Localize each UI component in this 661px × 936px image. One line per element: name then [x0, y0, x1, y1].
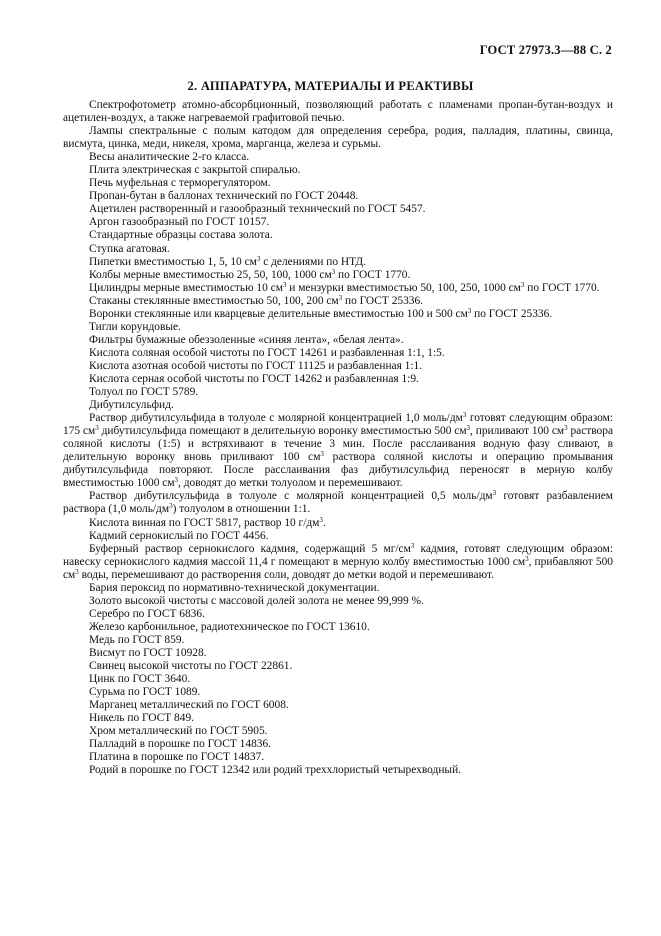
paragraph — [63, 321, 613, 334]
paragraph-text: Висмут по ГОСТ 10928. — [89, 646, 207, 659]
paragraph-text: Спектрофотометр атомно-абсорбционный, позволяющий работать с пламенами пропан-бутан-воздух и ацетилен-воздух, а также нагреваемой графитовой печью. — [63, 99, 613, 125]
paragraph-text: Толуол по ГОСТ 5789. — [89, 386, 199, 399]
unit-superscript: 3 — [95, 424, 99, 433]
paragraph-text: Аргон газообразный по ГОСТ 10157. — [89, 216, 270, 229]
paragraph — [63, 295, 613, 308]
paragraph-text: , доводят до метки толуолом и перемешивают. — [178, 477, 403, 490]
section-title: 2. АППАРАТУРА, МАТЕРИАЛЫ И РЕАКТИВЫ — [187, 79, 474, 93]
paragraph-text: кадмия, готовят следующим образом: навеску сернокислого кадмия массой 11,4 г помещают в мерную колбу вместимостью 1000 см — [63, 542, 613, 568]
unit-superscript: 3 — [174, 476, 179, 485]
paragraph-text: Свинец высокой чистоты по ГОСТ 22861. — [89, 660, 293, 673]
paragraph — [63, 764, 613, 777]
paragraph-text: по ГОСТ 1770. — [335, 268, 411, 281]
paragraph-text: по ГОСТ 1770. — [524, 281, 600, 294]
unit-superscript: 3 — [520, 280, 525, 289]
paragraph — [63, 308, 613, 321]
paragraph-text: Бария пероксид по нормативно-технической документации. — [89, 581, 380, 594]
unit-superscript: 3 — [319, 515, 323, 524]
paragraph — [63, 399, 613, 412]
paragraph-text: воды, перемешивают до растворения соли, доводят до метки водой и перемешивают. — [78, 568, 494, 581]
paragraph-text: Фильтры бумажные обеззоленные «синяя лента», «белая лента». — [89, 333, 404, 346]
page-header: ГОСТ 27973.3—88 С. 2 — [479, 43, 612, 57]
paragraph-text: Печь муфельная с терморегулятором. — [89, 177, 271, 190]
paragraph — [63, 673, 613, 686]
paragraph-text: по ГОСТ 25336. — [471, 307, 553, 320]
paragraph — [63, 373, 613, 386]
paragraph — [63, 738, 613, 751]
paragraph-text: , приливают 100 см — [470, 425, 565, 438]
paragraph — [63, 164, 613, 177]
paragraph-text: Родий в порошке по ГОСТ 12342 или родий треххлористый четырехводный. — [89, 764, 462, 777]
unit-superscript: 3 — [282, 280, 287, 289]
paragraph — [63, 582, 613, 595]
paragraph — [63, 608, 613, 621]
paragraph-text: Пропан-бутан в баллонах технический по ГОСТ 20448. — [89, 190, 359, 203]
paragraph-text: раствора соляной кислоты и операцию промывания дибутилсульфида повторяют. После расслаивания фаз дибутилсульфид переносят в мерную колбу вместимостью 1000 см — [63, 451, 613, 490]
paragraph — [63, 595, 613, 608]
unit-superscript: 3 — [564, 424, 568, 433]
paragraph-text: Палладий в порошке по ГОСТ 14836. — [89, 738, 272, 751]
paragraph-text: Цилиндры мерные вместимостью 10 см — [89, 281, 283, 294]
paragraph-text: ) толуолом в отношении 1:1. — [172, 503, 311, 516]
paragraph-text: Стаканы стеклянные вместимостью 50, 100, 200 см — [89, 294, 339, 307]
unit-superscript: 3 — [338, 293, 343, 302]
paragraph-text: Медь по ГОСТ 859. — [89, 633, 185, 646]
paragraph-text: Кадмий сернокислый по ГОСТ 4456. — [89, 529, 269, 542]
paragraph-text: Раствор дибутилсульфида в толуоле с молярной концентрацией 0,5 моль/дм — [89, 490, 493, 503]
paragraph — [63, 686, 613, 699]
paragraph — [63, 229, 613, 242]
paragraph-text: Кислота соляная особой чистоты по ГОСТ 14261 и разбавленная 1:1, 1:5. — [89, 346, 445, 359]
unit-superscript: 3 — [410, 541, 415, 550]
paragraph — [63, 751, 613, 764]
paragraph — [63, 660, 613, 673]
paragraph — [63, 243, 613, 256]
paragraph-text: Колбы мерные вместимостью 25, 50, 100, 1000 см — [89, 268, 332, 281]
paragraph — [63, 634, 613, 647]
paragraph-text: Дибутилсульфид. — [89, 399, 174, 412]
unit-superscript: 3 — [256, 254, 261, 263]
paragraph — [63, 177, 613, 190]
paragraph — [63, 412, 613, 490]
paragraph-text: с делениями по НТД. — [260, 255, 367, 268]
paragraph — [63, 190, 613, 203]
paragraph — [63, 216, 613, 229]
paragraph — [63, 125, 613, 151]
unit-superscript: 3 — [466, 424, 471, 433]
section-body — [63, 99, 613, 777]
paragraph — [63, 269, 613, 282]
paragraph-text: Раствор дибутилсульфида в толуоле с молярной концентрацией 1,0 моль/дм — [89, 412, 463, 425]
paragraph — [63, 151, 613, 164]
unit-superscript: 3 — [492, 489, 497, 498]
unit-superscript: 3 — [331, 267, 336, 276]
unit-superscript: 3 — [320, 450, 324, 459]
paragraph — [63, 621, 613, 634]
paragraph-text: и мензурки вместимостью 50, 100, 250, 1000 см — [286, 281, 521, 294]
paragraph-text: готовят разбавлением раствора (1,0 моль/дм — [63, 490, 613, 516]
paragraph — [63, 347, 613, 360]
paragraph — [63, 725, 613, 738]
unit-superscript: 3 — [169, 502, 173, 511]
paragraph-text: Золото высокой чистоты с массовой долей золота не менее 99,999 %. — [89, 594, 424, 607]
paragraph — [63, 699, 613, 712]
paragraph — [63, 256, 613, 269]
paragraph-text: Сурьма по ГОСТ 1089. — [89, 686, 201, 699]
paragraph-text: дибутилсульфида помещают в делительную воронку вместимостью 500 см — [98, 425, 467, 438]
paragraph-text: Весы аналитические 2-го класса. — [89, 151, 250, 164]
paragraph-text: Тигли корундовые. — [89, 320, 181, 333]
paragraph-text: Хром металлический по ГОСТ 5905. — [89, 725, 268, 738]
paragraph-text: Ступка агатовая. — [89, 242, 170, 255]
unit-superscript: 3 — [467, 306, 472, 315]
unit-superscript: 3 — [525, 554, 529, 563]
paragraph-text: Воронки стеклянные или кварцевые делительные вместимостью 100 и 500 см — [89, 307, 468, 320]
paragraph-text: , прибавляют 500 см — [63, 555, 613, 581]
paragraph-text: Кислота азотная особой чистоты по ГОСТ 11125 и разбавленная 1:1. — [89, 359, 423, 372]
paragraph-text: Пипетки вместимостью 1, 5, 10 см — [89, 255, 257, 268]
unit-superscript: 3 — [462, 411, 467, 420]
paragraph — [63, 99, 613, 125]
paragraph-text: Платина в порошке по ГОСТ 14837. — [89, 751, 265, 764]
paragraph-text: Ацетилен растворенный и газообразный технический по ГОСТ 5457. — [89, 203, 426, 216]
paragraph-text: Цинк по ГОСТ 3640. — [89, 673, 191, 686]
paragraph-text: Плита электрическая с закрытой спиралью. — [89, 164, 301, 177]
paragraph-text: Стандартные образцы состава золота. — [89, 229, 273, 242]
paragraph — [63, 490, 613, 516]
paragraph-text: Лампы спектральные с полым катодом для определения серебра, родия, палладия, платины, свинца, висмута, цинка, меди, никеля, хрома, марганца, железа и сурьмы. — [63, 125, 613, 151]
paragraph-text: раствора соляной кислоты (1:5) и встряхивают в течение 3 мин. После расслаивания водную фазу сливают, в делительную воронку вновь приливают 100 см — [63, 425, 614, 464]
paragraph-text: по ГОСТ 25336. — [342, 294, 424, 307]
paragraph-text: . — [322, 516, 326, 529]
paragraph — [63, 203, 613, 216]
paragraph — [63, 386, 613, 399]
paragraph-text: Серебро по ГОСТ 6836. — [89, 607, 205, 620]
paragraph — [63, 647, 613, 660]
paragraph-text: Буферный раствор сернокислого кадмия, содержащий 5 мг/см — [89, 542, 411, 555]
paragraph-text: готовят следующим образом: 175 см — [63, 412, 613, 438]
paragraph-text: Марганец металлический по ГОСТ 6008. — [89, 699, 289, 712]
unit-superscript: 3 — [75, 567, 79, 576]
paragraph-text: Железо карбонильное, радиотехническое по ГОСТ 13610. — [89, 620, 370, 633]
paragraph-text: Никель по ГОСТ 849. — [89, 712, 194, 725]
paragraph — [63, 334, 613, 347]
paragraph — [63, 543, 613, 582]
paragraph-text: Кислота серная особой чистоты по ГОСТ 14262 и разбавленная 1:9. — [89, 372, 419, 385]
paragraph-text: Кислота винная по ГОСТ 5817, раствор 10 г/дм — [89, 516, 320, 529]
paragraph — [63, 517, 613, 530]
paragraph — [63, 360, 613, 373]
paragraph — [63, 712, 613, 725]
paragraph — [63, 530, 613, 543]
